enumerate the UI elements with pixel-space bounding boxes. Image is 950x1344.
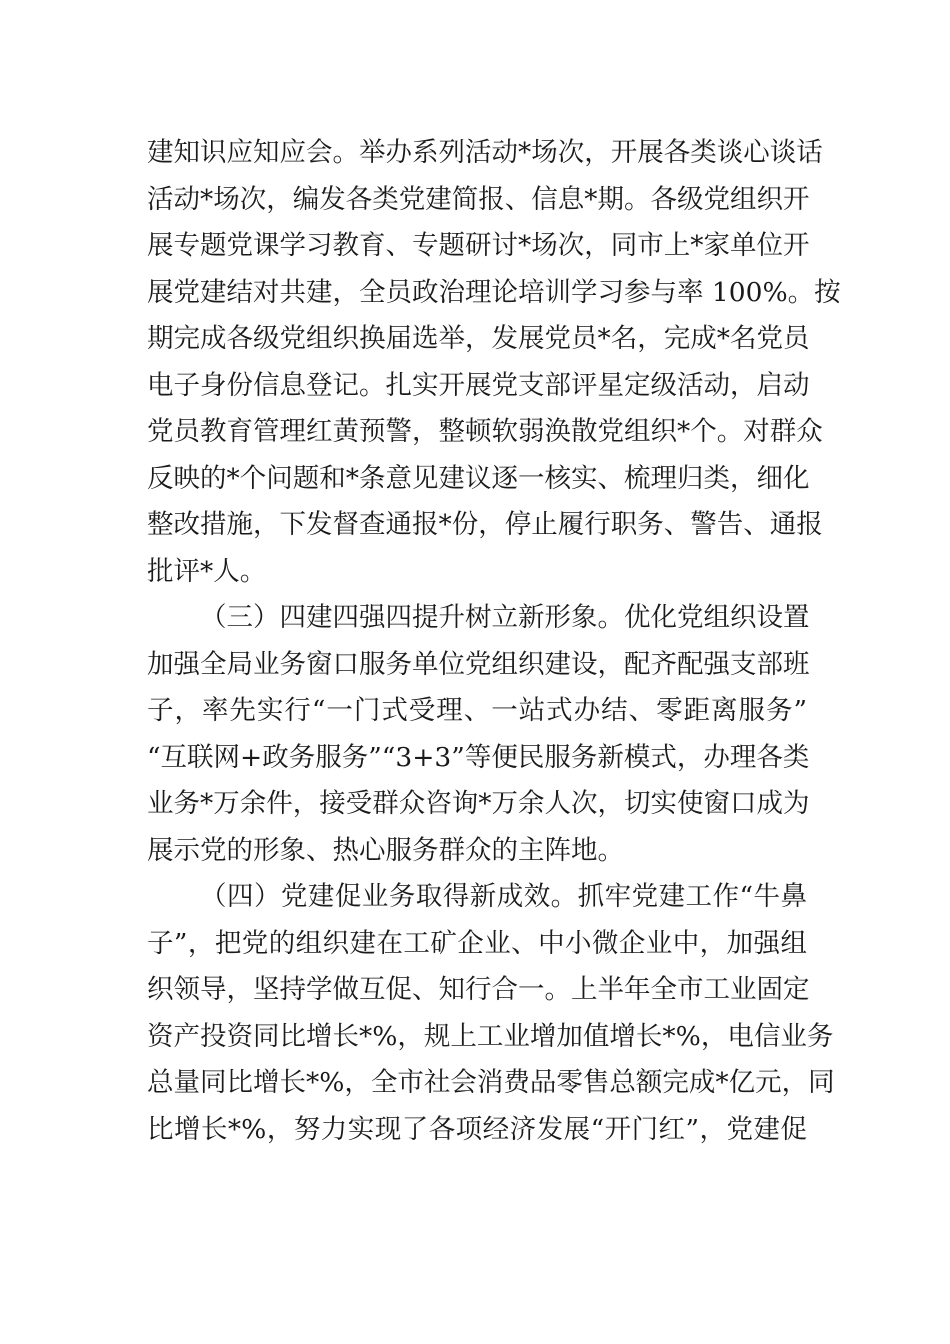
paragraph-section-four [147, 874, 835, 1153]
text-line: 整改措施，下发督查通报*份，停止履行职务、警告、通报 [147, 509, 823, 540]
document-body [147, 130, 841, 1153]
text-line: 活动*场次，编发各类党建简报、信息*期。各级党组织开 [147, 183, 810, 215]
text-line: 加强全局业务窗口服务单位党组织建设，配齐配强支部班 [147, 648, 810, 680]
paragraph-party-building-activities [147, 130, 841, 595]
text-line: 织领导，坚持学做互促、知行合一。上半年全市工业固定 [147, 974, 810, 1005]
text-line: 展示党的形象、热心服务群众的主阵地。 [147, 834, 624, 866]
paragraph-section-three [147, 595, 810, 874]
text-line: 期完成各级党组织换届选举，发展党员*名，完成*名党员 [147, 323, 810, 354]
text-line: 总量同比增长*%，全市社会消费品零售总额完成*亿元，同 [147, 1067, 835, 1098]
text-line: 资产投资同比增长*%，规上工业增加值增长*%，电信业务 [147, 1020, 834, 1052]
text-line: 展专题党课学习教育、专题研讨*场次，同市上*家单位开 [147, 230, 810, 261]
text-line: 子，率先实行“一门式受理、一站式办结、零距离服务” [147, 695, 807, 726]
text-line: 子”，把党的组织建在工矿企业、中小微企业中，加强组 [147, 927, 807, 959]
text-line: 展党建结对共建，全员政治理论培训学习参与率 100%。按 [147, 276, 841, 308]
text-line: 建知识应知应会。举办系列活动*场次，开展各类谈心谈话 [147, 137, 823, 168]
text-line: 批评*人。 [147, 555, 267, 587]
text-line: 反映的*个问题和*条意见建议逐一核实、梳理归类，细化 [147, 462, 810, 494]
text-line: 电子身份信息登记。扎实开展党支部评星定级活动，启动 [147, 369, 810, 401]
text-line: （三）四建四强四提升树立新形象。优化党组织设置 [200, 602, 810, 633]
text-line: 比增长*%，努力实现了各项经济发展“开门红”，党建促 [147, 1113, 807, 1145]
text-line: “互联网+政务服务”“3+3”等便民服务新模式，办理各类 [147, 741, 810, 773]
text-line: （四）党建促业务取得新成效。抓牢党建工作“牛鼻 [200, 881, 807, 912]
text-line: 党员教育管理红黄预警，整顿软弱涣散党组织*个。对群众 [147, 416, 823, 447]
text-line: 业务*万余件，接受群众咨询*万余人次，切实使窗口成为 [147, 788, 810, 819]
